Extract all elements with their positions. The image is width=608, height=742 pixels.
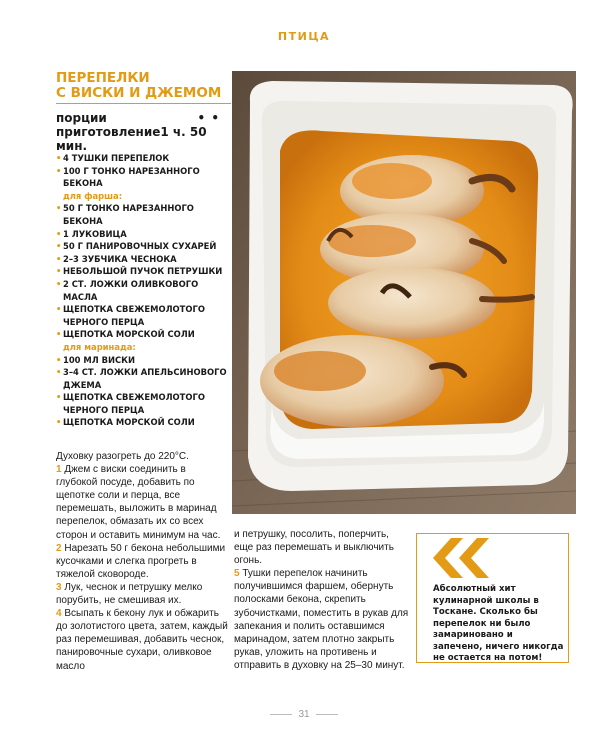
step-text: Тушки перепелок начинить получившимся фаршем, обернуть полосками бекона, скрепить зубочистками, поместить в рукав для запекания и полить оставшимся маринадом, затем плотно закрыть рукав, уложить на противень и отправить в духовку на 25–30 минут. [234, 568, 409, 671]
step-text: Всыпать к бекону лук и обжарить до золотистого цвета, затем, каждый раз перемешивая, добавить чеснок, панировочные сухари, оливковое масло [56, 608, 228, 672]
ingredient-item: • 50 Г ПАНИРОВОЧНЫХ СУХАРЕЙ [56, 240, 231, 253]
step-number: 4 [56, 608, 62, 620]
marinade-subheading: для маринада: [63, 341, 136, 352]
ingredient-item: • 2–3 ЗУБЧИКА ЧЕСНОКА [56, 253, 231, 266]
page-number-dash [316, 714, 338, 715]
filling-subheading: для фарша: [63, 190, 123, 201]
ingredient-item: • 2 СТ. ЛОЖКИ ОЛИВКОВОГО МАСЛА [56, 278, 231, 303]
recipe-title [56, 71, 226, 101]
quail-dish-photo [232, 71, 576, 514]
ingredient-item: • 50 Г ТОНКО НАРЕЗАННОГО БЕКОНА [56, 202, 231, 227]
prep-time-label: приготовление [56, 125, 161, 139]
step-4-continued: и петрушку, посолить, поперчить, еще раз перемешать и выключить огонь. [234, 529, 394, 567]
step-2 [56, 542, 228, 581]
step-1 [56, 463, 228, 542]
section-header: ПТИЦА [277, 30, 331, 43]
step-number: 5 [234, 568, 240, 580]
page-number [0, 709, 608, 720]
step-number: 1 [56, 464, 62, 476]
page-number-dash [270, 714, 292, 715]
step-text: Лук, чеснок и петрушку мелко порубить, не смешивая их. [56, 581, 203, 607]
step-number: 3 [56, 581, 62, 593]
ingredients-list [56, 152, 231, 429]
step-5 [234, 567, 410, 672]
ingredient-item: • ЩЕПОТКА МОРСКОЙ СОЛИ [56, 416, 231, 429]
step-text: Джем с виски соединить в глубокой посуде, добавить по щепотке соли и перца, все перемешать, выложить в маринад перепелок, обмазать их со всех сторон и оставить минимум на час. [56, 464, 221, 541]
quote-box [416, 533, 569, 663]
ingredient-item: • НЕБОЛЬШОЙ ПУЧОК ПЕТРУШКИ [56, 265, 231, 278]
portions-block [56, 111, 228, 153]
steps-column-right [234, 528, 410, 672]
oven-intro: Духовку разогреть до 220°C. [56, 451, 189, 462]
recipe-title-line1: ПЕРЕПЕЛКИ [56, 70, 150, 86]
page-number-value: 31 [298, 709, 310, 720]
prep-time [56, 125, 228, 153]
quote-text: Абсолютный хит кулинарной школы в Тоскане. Сколько бы перепелок ни было замариновано и запечено, ничего никогда не остается на потом! [433, 584, 564, 663]
steps-column-left [56, 450, 228, 673]
ingredient-item: • ЩЕПОТКА СВЕЖЕМОЛОТОГО ЧЕРНОГО ПЕРЦА [56, 391, 231, 416]
prep-time-value: 1 ч. 50 мин. [56, 125, 207, 153]
recipe-title-line2: С ВИСКИ И ДЖЕМОМ [56, 85, 222, 101]
step-3 [56, 581, 228, 607]
ingredient-item: • 100 Г ТОНКО НАРЕЗАННОГО БЕКОНА [56, 165, 231, 190]
quote-mark-icon [433, 538, 493, 578]
portions-dots: • • [197, 111, 220, 125]
ingredient-item: • 3–4 СТ. ЛОЖКИ АПЕЛЬСИНОВОГО ДЖЕМА [56, 366, 231, 391]
ingredient-item: • ЩЕПОТКА СВЕЖЕМОЛОТОГО ЧЕРНОГО ПЕРЦА [56, 303, 231, 328]
title-rule [56, 103, 231, 104]
step-text: Нарезать 50 г бекона небольшими кусочками и слегка прогреть в тяжелой сковороде. [56, 542, 226, 580]
step-4 [56, 607, 228, 672]
step-number: 2 [56, 542, 62, 554]
ingredient-item: • 1 ЛУКОВИЦА [56, 228, 231, 241]
ingredient-item: • 100 МЛ ВИСКИ [56, 354, 231, 367]
ingredient-item: • 4 ТУШКИ ПЕРЕПЕЛОК [56, 152, 231, 165]
portions-label: порции [56, 111, 107, 125]
ingredient-item: • ЩЕПОТКА МОРСКОЙ СОЛИ [56, 328, 231, 341]
